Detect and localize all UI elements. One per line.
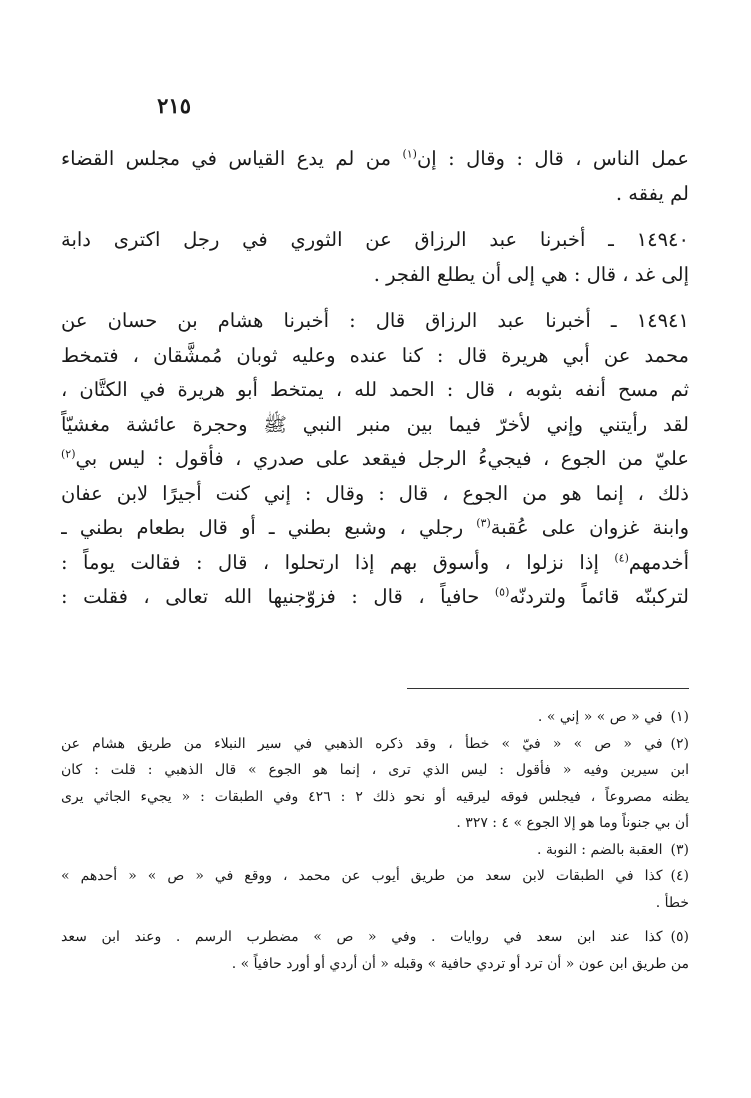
hadith-14941-line [61,546,689,581]
hadith-14941-line [61,511,689,546]
text-segment: لتركبنّه قائماً ولتردنّه [509,585,689,608]
footnote-text: كذا عند ابن سعد في روايات . وفي « ص » مضطرب الرسم . وعند ابن سعد [61,929,663,945]
hadith-14941-line: ثم مسح أنفه بثوبه ، قال : الحمد لله ، يمتخط أبو هريرة في الكتَّان ، [61,378,689,401]
main-text [61,142,689,615]
text-segment: من لم يدع القياس في مجلس القضاء [61,147,403,170]
hadith-14941-line: لقد رأيتني وإني لأخرّ فيما بين منبر النبي ﷺ وحجرة عائشة مغشيّاً [61,412,689,436]
text-segment: إذا نزلوا ، وأسوق بهم إذا ارتحلوا ، قال : فقالت يوماً : [61,550,615,574]
text-line: لم يفقه . [615,181,689,205]
text-segment: عليّ من الجوع ، فيجيءُ الرجل فيقعد على صدري ، فأقول : ليس بي [75,447,689,470]
hadith-14940-line: إلى غد ، قال : هي إلى أن يطلع الفجر . [373,262,689,286]
footnote-2-line: ابن سيرين وفيه « فأقول : ليس الذي ترى ، إنما هو الجوع » قال الذهبي : قلت : كان [61,762,689,778]
hadith-14941-line [61,580,689,615]
hadith-14941-line [61,442,689,477]
footnote-number: (٤) [670,868,689,884]
text-segment: رجلي ، وشبع بطني ـ أو قال بطعام بطني ـ [61,516,477,539]
footnote-marker[interactable]: (٢) [61,447,76,461]
footnote-1 [61,704,689,731]
hadith-14941-line: محمد عن أبي هريرة قال : كنا عنده وعليه ثوبان مُمشَّقان ، فتمخط [61,343,689,367]
footnote-4-line: خطأ . [655,894,689,911]
footnote-2-line: يظنه مصروعاً ، فيجلس فوقه ليرقيه أو نحو ذلك ٢ : ٤٢٦ وفي الطبقات : « يجيء الجاثي يرى [61,788,689,805]
text-segment: وابنة غزوان على عُقبة [490,516,689,539]
footnote-2-line: أن بي جنوناً وما هو إلا الجوع » ٤ : ٣٢٧ . [456,815,689,831]
text-segment: حافياً ، قال : فزوّجنيها الله تعالى ، فقلت : [61,585,495,608]
footnote-marker[interactable]: (٤) [614,551,629,564]
footnote-marker[interactable]: (٥) [494,585,510,599]
footnote-text: في « ص » « إني » . [537,709,663,725]
footnote-2 [61,731,689,758]
footnote-separator [407,688,689,689]
text-line [61,142,689,177]
footnote-5 [61,924,689,951]
footnote-text: في « ص » « فيّ » خطأ ، وقد ذكره الذهبي في سير النبلاء من طريق هشام عن [61,735,663,752]
text-segment: أخدمهم [628,550,689,574]
hadith-14941-line: ذلك ، إنما هو من الجوع ، قال : وقال : إني كنت أجيرًا لابن عفان [61,481,689,505]
footnote-marker[interactable]: (١) [402,147,417,161]
footnote-number: (٥) [670,929,689,945]
footnote-number: (٣) [670,841,689,858]
footnote-number: (١) [670,709,689,725]
footnote-3 [61,837,689,864]
hadith-14940-line: ١٤٩٤٠ ـ أخبرنا عبد الرزاق عن الثوري في رجل اكترى دابة [61,228,689,251]
footnote-4 [61,863,689,890]
footnote-text: العقبة بالضم : النوبة . [536,841,663,858]
footnote-marker[interactable]: (٣) [476,516,491,530]
footnotes [61,704,689,977]
footnote-number: (٢) [670,735,689,752]
text-segment: عمل الناس ، قال : وقال : إن [416,147,689,170]
footnote-5-line: من طريق ابن عون « أن ترد أو تردي حافية » وقبله « أن أردي أو أورد حافياً » . [231,955,689,972]
footnote-text: كذا في الطبقات لابن سعد من طريق أيوب عن محمد ، ووقع في « ص » « أحدهم » [61,868,663,884]
hadith-14941-line: ١٤٩٤١ ـ أخبرنا عبد الرزاق قال : أخبرنا هشام بن حسان عن [61,309,689,332]
page-number: ٢١٥ [157,93,191,118]
